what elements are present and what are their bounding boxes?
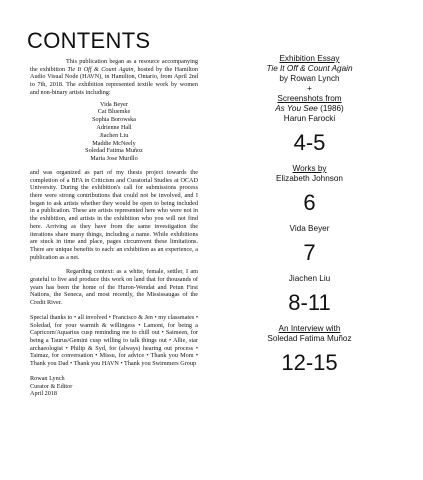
artist-name: Soledad Fatima Muñoz: [85, 147, 143, 155]
toc-interview-artist: Soledad Fatima Muñoz: [267, 334, 352, 343]
toc-essay-label: Exhibition Essay: [279, 54, 340, 63]
artist-name: Jiachen Liu: [99, 131, 129, 139]
toc-works-artist: Elizabeth Johnson: [276, 174, 343, 183]
signature-role: Curator & Editor: [30, 382, 73, 390]
artist-name: Vida Beyer: [100, 100, 128, 108]
artist-name: Sophia Borowska: [92, 116, 136, 124]
thesis-paragraph: and was organized as part of my thesis project towards the completion of a BFA in Criticism and Curatorial Studies at OCAD University. During the exhibition's call for submissions process there were strong contributions that could not be involved, and I began to ask artists whether they would be open to being included in a publication. These are artists represented here who were not in the exhibition, and artists in the exhibition who you will not find here. Arriving as they have from the same investigation the iterations share many things, including a name. While exhibitions are stuck in time and place, pages circumvent these limitations. There are unique benefits to each: an exhibition as an experience, a publication as a net.: [30, 168, 198, 261]
intro-paragraph: [30, 58, 198, 97]
toc-screens-label: Screenshots from: [277, 94, 342, 103]
table-of-contents: [247, 54, 372, 384]
toc-artist: Jiachen Liu: [288, 274, 331, 283]
toc-artist: Vida Beyer: [289, 224, 330, 233]
artist-name: Adrienne Hall: [96, 123, 132, 131]
toc-screens-film-line: [247, 104, 372, 114]
toc-essay-title: Tie It Off & Count Again: [266, 64, 353, 73]
signature-date: April 2018: [30, 390, 57, 398]
artist-name: Maria Jose Murillo: [90, 155, 138, 163]
toc-plus: +: [307, 84, 312, 93]
artist-name: Cat Bluemke: [97, 108, 131, 116]
toc-page-range: 6: [303, 190, 316, 215]
toc-page-range: 8-11: [288, 290, 331, 315]
signature-block: [30, 375, 198, 398]
toc-page-range: 4-5: [293, 130, 326, 155]
toc-essay-author: by Rowan Lynch: [279, 74, 340, 83]
exhibition-title: Tie It Off & Count Again: [67, 65, 134, 73]
artist-name: Maddie McNeely: [92, 139, 136, 147]
intro-column: [30, 58, 198, 398]
intro-lead: This publication began as a resource accompanying the exhibition: [30, 58, 198, 73]
toc-screens-author: Harun Farocki: [283, 114, 336, 123]
toc-page-range: 12-15: [281, 350, 338, 375]
toc-page-range: 7: [303, 240, 316, 265]
artist-list: [30, 101, 198, 163]
toc-works-label: Works by: [292, 164, 327, 173]
toc-interview-label: An Interview with: [278, 324, 341, 333]
intro-rest: , hosted by the Hamilton Audio Visual Node (HAVN), in Hamilton, Ontario, from April 2nd to 7th, 2018. The exhibition represented textile work by women and non-binary artists including:: [30, 65, 198, 96]
page-title: CONTENTS: [27, 28, 151, 53]
land-acknowledgement: Regarding context: as a white, female, settler, I am grateful to live and produce this work on land that for thousands of years has been the home of the Huron-Wendat and Petun First Nations, the Seneca, and most recently, the Mississaugas of the Credit River.: [30, 268, 198, 307]
signature-name: Rowan Lynch: [30, 374, 65, 382]
thanks-paragraph: Special thanks to • all involved • Francisco & Jen • my classmates • Soledad, for your warmth & willingess • Lamont, for being a Capricorn/Aquarius cusp reminding me to chill out • Saimeen, for being a Taurus/Gemini cusp willing to talk things out • Allie, star archaeologist • Philip & Syd, for (always) hearing out process • Taimaz, for conversation • Missu, for advice • Thank you Mom • Thank you Dad • Thank you HAVN • Thank you Swimmers Group: [30, 313, 198, 368]
toc-screens-year: (1986): [317, 104, 344, 113]
toc-screens-film: As You See: [275, 104, 318, 113]
